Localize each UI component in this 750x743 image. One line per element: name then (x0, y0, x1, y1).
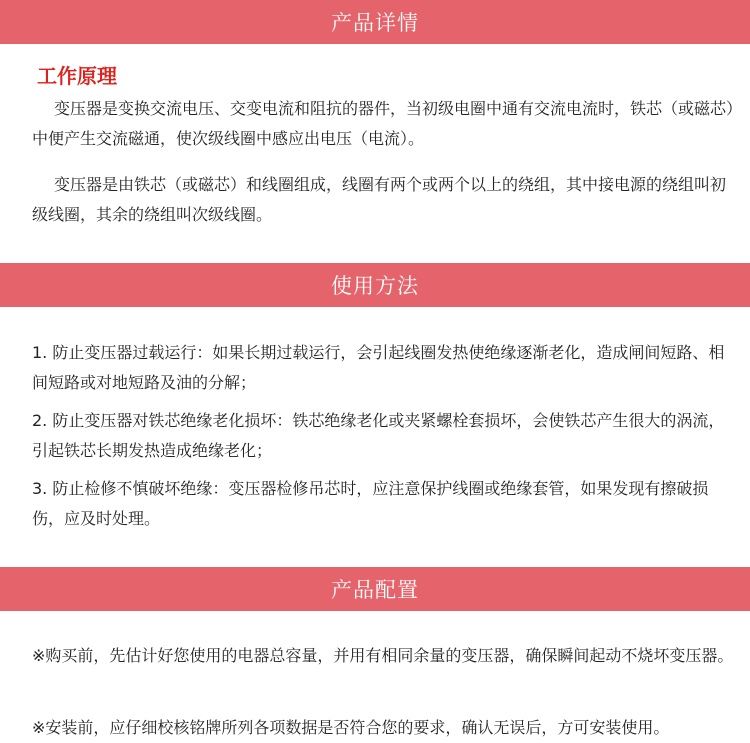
usage-item-1 (0, 338, 750, 398)
section-title: 使用方法 (331, 274, 419, 298)
principle-body-2 (0, 170, 750, 230)
usage-item-3 (0, 474, 750, 534)
section-header-usage (0, 263, 750, 307)
config-text: ※购买前，先估计好您使用的电器总容量，并用有相同余量的变压器，确保瞬间起动不烧坏变压器。 (32, 646, 734, 665)
usage-text: 1. 防止变压器过载运行：如果长期过载运行，会引起线圈发热使绝缘逐渐老化，造成闸间短路、相间短路或对地短路及油的分解； (32, 343, 725, 392)
principle-paragraph: 变压器是由铁芯（或磁芯）和线圈组成，线圈有两个或两个以上的绕组，其中接电源的绕组叫初级线圈，其余的绕组叫次级线圈。 (32, 175, 727, 224)
usage-text: 2. 防止变压器对铁芯绝缘老化损坏：铁芯绝缘老化或夹紧螺栓套损坏，会使铁芯产生很大的涡流，引起铁芯长期发热造成绝缘老化； (32, 411, 725, 460)
config-item-1 (0, 641, 750, 671)
config-text: ※安装前，应仔细校核铭牌所列各项数据是否符合您的要求，确认无误后，方可安装使用。 (32, 718, 670, 737)
usage-item-2 (0, 406, 750, 466)
usage-text: 3. 防止检修不慎破坏绝缘：变压器检修吊芯时，应注意保护线圈或绝缘套管，如果发现有擦破损伤，应及时处理。 (32, 479, 709, 528)
section-title: 产品详情 (331, 11, 419, 35)
section-header-product-details (0, 0, 750, 44)
section-title: 产品配置 (331, 578, 419, 602)
principle-paragraph: 变压器是变换交流电压、交变电流和阻抗的器件，当初级电圈中通有交流电流时，铁芯（或磁芯）中便产生交流磁通，使次级线圈中感应出电压（电流）。 (32, 99, 735, 148)
principle-body (0, 94, 750, 154)
section-header-config (0, 567, 750, 611)
config-item-2 (0, 713, 750, 743)
principle-heading: 工作原理 (37, 64, 117, 88)
